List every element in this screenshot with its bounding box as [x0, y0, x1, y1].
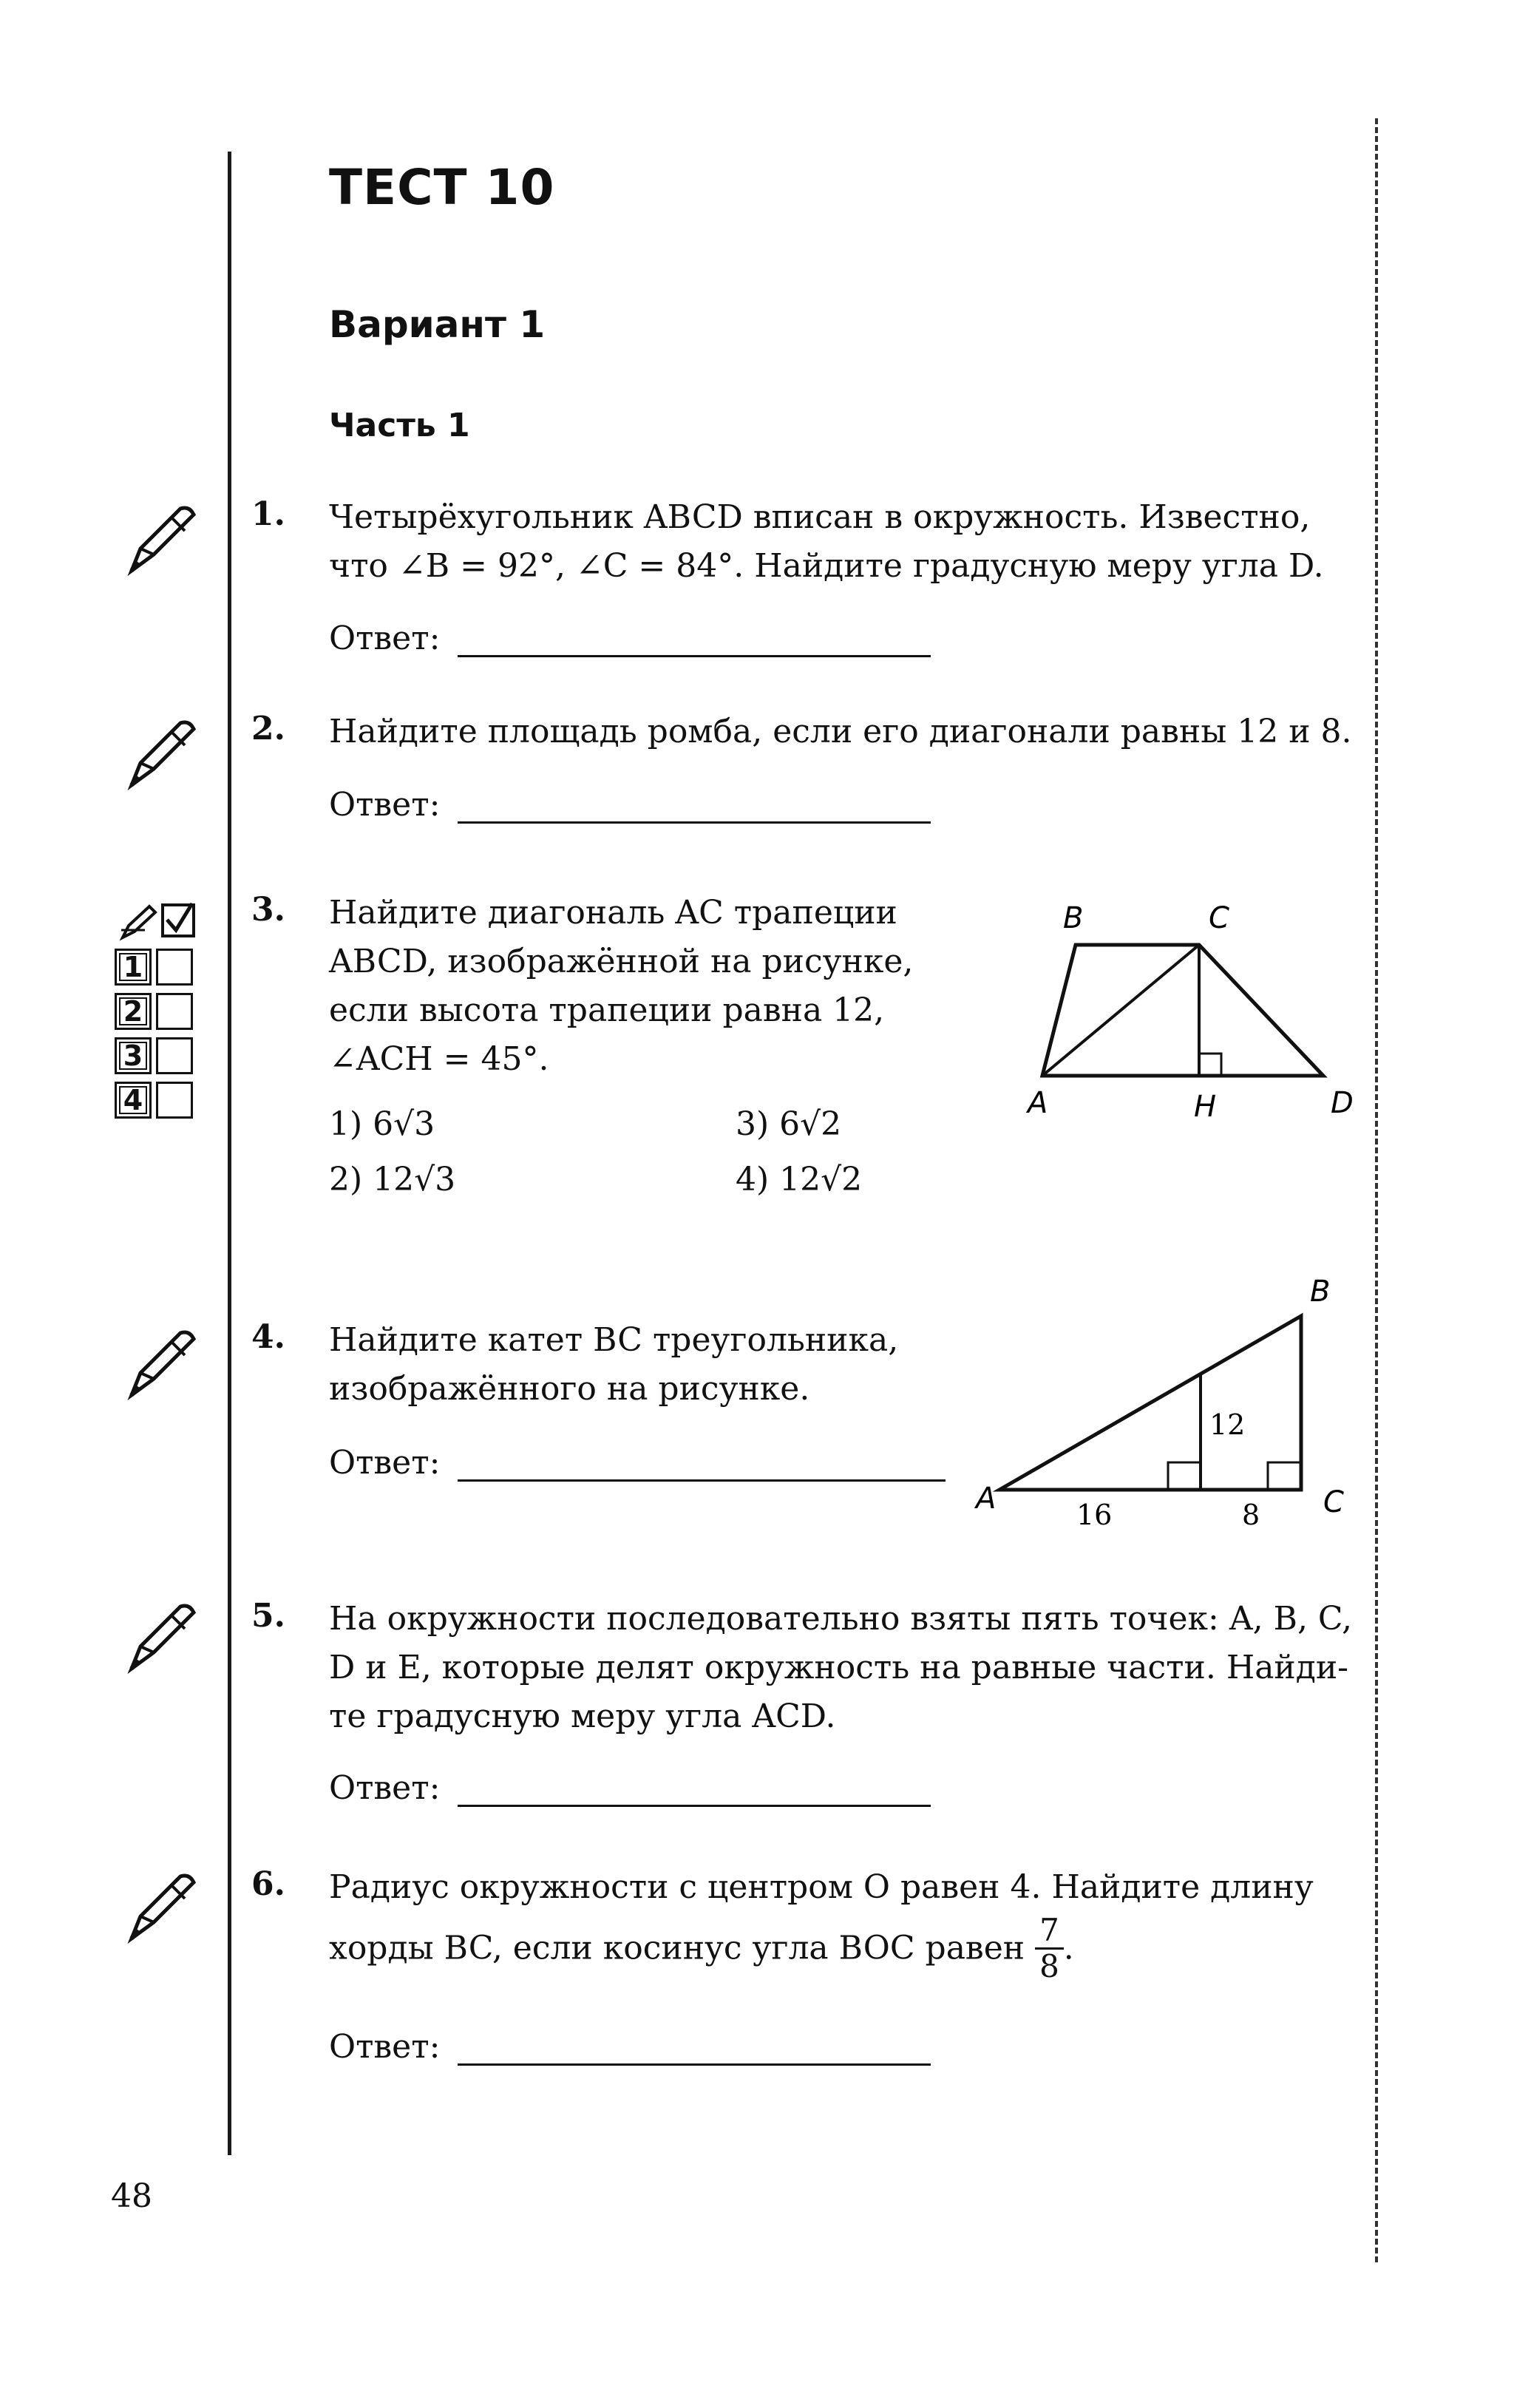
option-checkbox[interactable]	[156, 1082, 193, 1119]
label-h: H	[1194, 1090, 1217, 1124]
answer-field[interactable]	[458, 784, 931, 824]
variant-heading: Вариант 1	[329, 303, 546, 346]
question-6-line-2	[329, 1913, 1074, 1984]
triangle-figure	[961, 1264, 1375, 1538]
question-text-line: если высота трапеции равна 12,	[329, 991, 885, 1029]
option-number-box: 4	[115, 1082, 152, 1119]
right-angle-mark	[1199, 1054, 1221, 1076]
answer-label: Ответ:	[329, 1444, 441, 1482]
label-height: 12	[1209, 1408, 1246, 1441]
question-number: 1.	[251, 495, 285, 533]
pencil-icon	[126, 1871, 200, 1944]
label-segment-2: 8	[1242, 1499, 1260, 1531]
fraction	[1035, 1913, 1064, 1984]
question-text-line: Найдите катет BC треугольника,	[329, 1321, 899, 1359]
cut-line	[1375, 118, 1378, 2262]
trapezoid-outline	[1042, 945, 1323, 1076]
label-a: A	[976, 1482, 997, 1516]
right-angle-mark	[1268, 1462, 1301, 1490]
check-row	[115, 1082, 193, 1119]
check-row	[115, 993, 193, 1030]
answer-row	[329, 2026, 931, 2066]
question-text-line: Четырёхугольник ABCD вписан в окружность. Известно,	[329, 498, 1311, 536]
option-4[interactable]: 4) 12√2	[736, 1161, 863, 1198]
question-text-line: изображённого на рисунке.	[329, 1370, 810, 1408]
question-text-line: те градусную меру угла ACD.	[329, 1698, 836, 1735]
answer-field[interactable]	[458, 2026, 931, 2066]
question-2-text: Найдите площадь ромба, если его диагонали равны 12 и 8.	[329, 713, 1352, 750]
answer-row	[329, 617, 931, 657]
question-text-line: ABCD, изображённой на рисунке,	[329, 943, 914, 980]
question-text-line: D и E, которые делят окружность на равные части. Найди-	[329, 1649, 1349, 1686]
answer-row	[329, 1767, 931, 1807]
triangle-outline	[999, 1316, 1301, 1490]
option-checkbox[interactable]	[156, 1037, 193, 1074]
fraction-denominator: 8	[1039, 1948, 1059, 1984]
margin-rule	[228, 152, 231, 2155]
option-2[interactable]: 2) 12√3	[329, 1161, 456, 1198]
answer-label: Ответ:	[329, 2028, 441, 2066]
question-6-text: Радиус окружности с центром O равен 4. Найдите длину	[329, 1868, 1314, 1906]
answer-label: Ответ:	[329, 620, 441, 657]
check-row	[115, 949, 193, 986]
option-1[interactable]: 1) 6√3	[329, 1105, 435, 1143]
answer-row	[329, 1442, 946, 1482]
question-number: 5.	[251, 1597, 285, 1635]
pencil-icon	[126, 717, 200, 791]
part-heading: Часть 1	[329, 407, 470, 444]
label-a: A	[1028, 1086, 1048, 1120]
pencil-icon	[126, 1327, 200, 1401]
pencil-checkmark-icon	[118, 901, 200, 941]
label-b: B	[1310, 1275, 1331, 1309]
answer-field[interactable]	[458, 617, 931, 657]
option-3[interactable]: 3) 6√2	[736, 1105, 842, 1143]
option-checkbox[interactable]	[156, 949, 193, 986]
right-angle-mark	[1168, 1462, 1201, 1490]
label-c: C	[1323, 1485, 1344, 1519]
pencil-icon	[126, 1601, 200, 1675]
check-row	[115, 1037, 193, 1074]
question-number: 3.	[251, 891, 285, 929]
question-text-line: что ∠B = 92°, ∠C = 84°. Найдите градусную меру угла D.	[329, 547, 1324, 585]
option-number-box: 2	[115, 993, 152, 1030]
question-number: 2.	[251, 710, 285, 747]
label-c: C	[1209, 901, 1229, 935]
label-b: B	[1063, 901, 1084, 935]
question-number: 4.	[251, 1318, 285, 1356]
option-number-box: 3	[115, 1037, 152, 1074]
question-4-text	[329, 1316, 943, 1414]
answer-label: Ответ:	[329, 1769, 441, 1807]
option-checkbox[interactable]	[156, 993, 193, 1030]
question-text-line: хорды BC, если косинус угла BOC равен	[329, 1929, 1025, 1967]
option-number-box: 1	[115, 949, 152, 986]
test-title: ТЕСТ 10	[329, 159, 555, 216]
answer-label: Ответ:	[329, 786, 441, 824]
question-text-period: .	[1063, 1929, 1074, 1967]
question-text-line: ∠ACH = 45°.	[329, 1040, 549, 1078]
answer-field[interactable]	[458, 1767, 931, 1807]
check-column	[118, 901, 214, 944]
page-number: 48	[111, 2177, 152, 2215]
fraction-numerator: 7	[1035, 1913, 1064, 1950]
question-3-text	[329, 889, 943, 1084]
label-d: D	[1331, 1086, 1354, 1120]
question-1-text	[329, 493, 1357, 591]
question-5-text	[329, 1595, 1357, 1741]
question-text-line: На окружности последовательно взяты пять точек: A, B, C,	[329, 1600, 1353, 1638]
trapezoid-figure	[983, 895, 1368, 1146]
question-number: 6.	[251, 1865, 285, 1903]
answer-row	[329, 784, 931, 824]
answer-field[interactable]	[458, 1442, 946, 1482]
question-text-line: Найдите диагональ AC трапеции	[329, 894, 897, 932]
diagonal-ac	[1042, 945, 1199, 1076]
label-segment-1: 16	[1076, 1499, 1113, 1531]
pencil-icon	[126, 503, 200, 577]
